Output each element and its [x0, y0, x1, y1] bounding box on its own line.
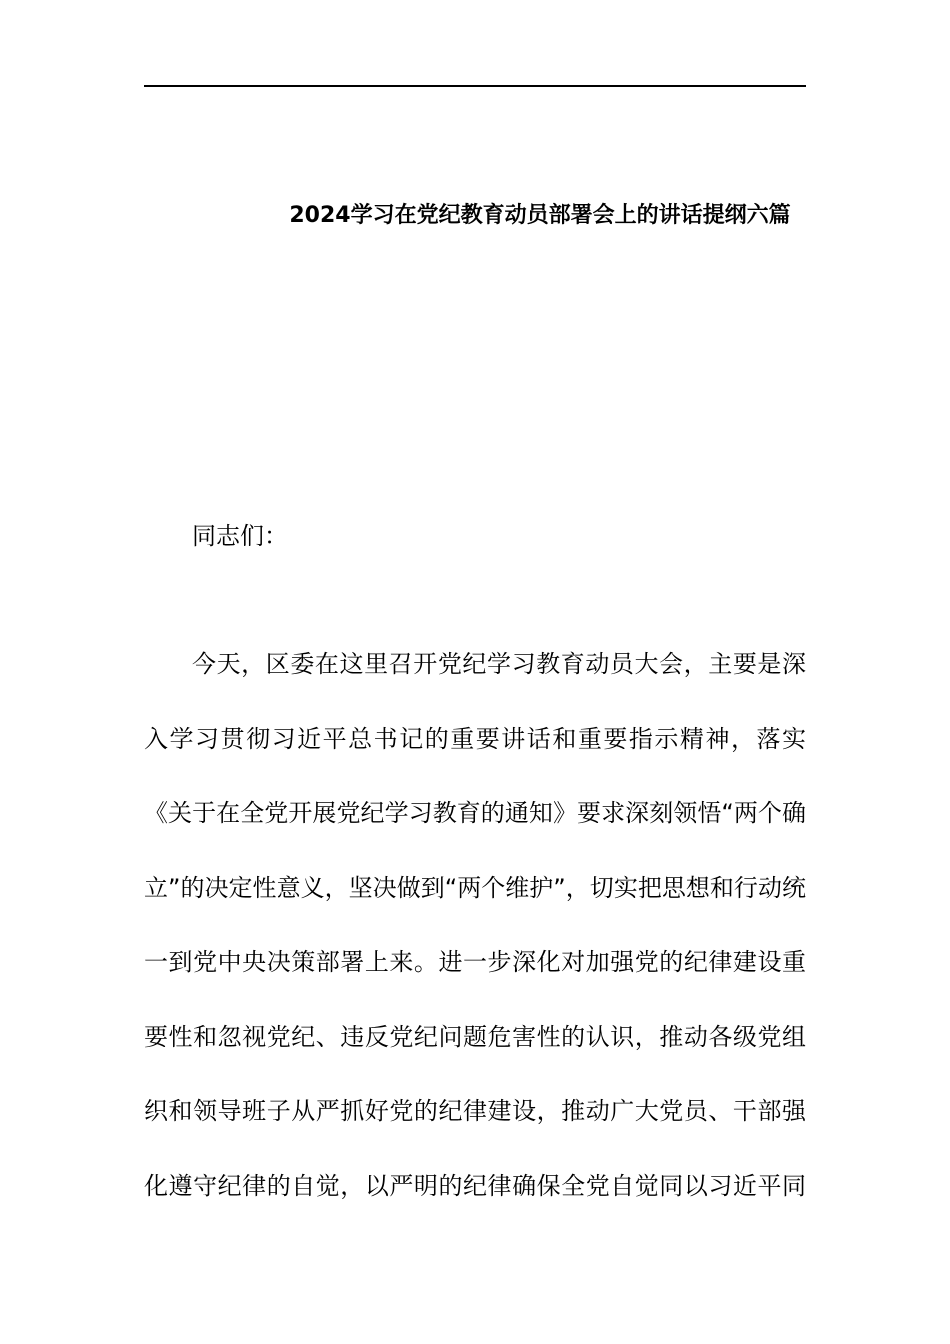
document-title: 2024学习在党纪教育动员部署会上的讲话提纲六篇 [289, 203, 791, 228]
paragraph-line: 今天，区委在这里召开党纪学习教育动员大会，主要是深 [192, 650, 806, 678]
header-rule [144, 85, 806, 87]
paragraph-line: 一到党中央决策部署上来。进一步深化对加强党的纪律建设重 [144, 948, 806, 976]
paragraph-line: 立”的决定性意义，坚决做到“两个维护”，切实把思想和行动统 [144, 874, 806, 902]
paragraph-line: 要性和忽视党纪、违反党纪问题危害性的认识，推动各级党组 [144, 1023, 806, 1051]
paragraph-line: 化遵守纪律的自觉，以严明的纪律确保全党自觉同以习近平同 [144, 1172, 806, 1200]
paragraph-line: 入学习贯彻习近平总书记的重要讲话和重要指示精神，落实 [144, 725, 806, 753]
salutation: 同志们： [192, 522, 288, 550]
paragraph-line: 织和领导班子从严抓好党的纪律建设，推动广大党员、干部强 [144, 1097, 806, 1125]
paragraph-line: 《关于在全党开展党纪学习教育的通知》要求深刻领悟“两个确 [144, 799, 806, 827]
